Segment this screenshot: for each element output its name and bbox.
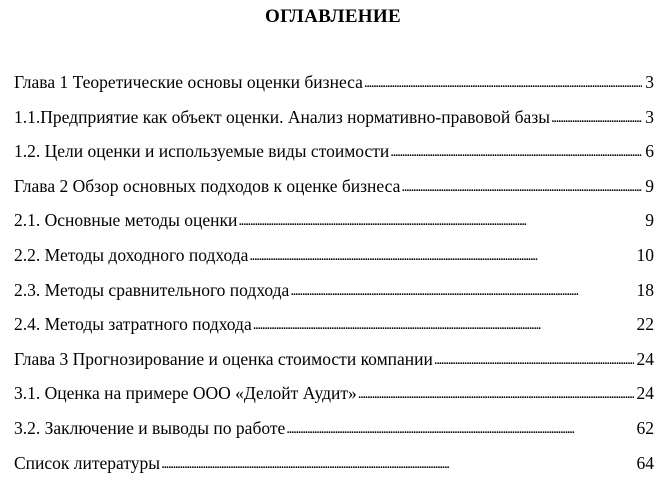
toc-page-number: 3: [645, 106, 654, 127]
toc-page-number: 24: [636, 383, 654, 404]
toc-entry: [14, 245, 654, 280]
toc-entry-text: 2.1. Основные методы оценки: [14, 210, 238, 231]
toc-entry: [14, 349, 654, 384]
toc-dot-leader: [364, 71, 642, 92]
toc-dot-leader: [551, 106, 642, 127]
toc-page-number: 18: [636, 279, 654, 300]
toc-entry-text: Глава 3 Прогнозирование и оценка стоимости компании: [14, 348, 433, 369]
toc-page-number: 24: [636, 348, 654, 369]
toc-entry-text: Глава 1 Теоретические основы оценки бизнеса: [14, 72, 363, 92]
toc-dot-leader: [358, 382, 634, 403]
toc-dot-leader: [401, 175, 642, 196]
toc-entry: [14, 141, 654, 176]
toc-page-number: 9: [645, 210, 654, 231]
toc-entry: [14, 176, 654, 211]
toc-entry: [14, 314, 654, 349]
toc-dot-leader: [161, 452, 633, 473]
toc-page-number: 3: [645, 72, 654, 92]
table-of-contents: [14, 72, 654, 487]
page-title: ОГЛАВЛЕНИЕ: [265, 6, 401, 27]
toc-dot-leader: [290, 279, 633, 300]
toc-dot-leader: [390, 140, 642, 161]
toc-dot-leader: [249, 244, 633, 265]
toc-entry: [14, 72, 654, 107]
toc-entry: [14, 107, 654, 142]
toc-dot-leader: [434, 348, 634, 369]
toc-page-number: 22: [636, 314, 654, 335]
toc-page-number: 10: [636, 244, 654, 265]
toc-dot-leader: [238, 209, 642, 230]
toc-dot-leader: [253, 313, 634, 334]
toc-dot-leader: [286, 417, 633, 438]
toc-entry-text: 2.3. Методы сравнительного подхода: [14, 279, 290, 300]
toc-page-number: 62: [636, 417, 654, 438]
toc-entry-text: 1.2. Цели оценки и используемые виды стоимости: [14, 141, 390, 162]
toc-page-number: 6: [645, 141, 654, 162]
toc-entry-text: 2.2. Методы доходного подхода: [14, 244, 249, 265]
toc-entry: [14, 280, 654, 315]
toc-entry-text: 2.4. Методы затратного подхода: [14, 314, 252, 335]
toc-entry-text: 3.2. Заключение и выводы по работе: [14, 417, 286, 438]
toc-entry: [14, 418, 654, 453]
toc-entry: [14, 453, 654, 488]
toc-entry-text: Список литературы: [14, 452, 161, 473]
toc-page-number: 9: [645, 175, 654, 196]
toc-entry-text: Глава 2 Обзор основных подходов к оценке бизнеса: [14, 175, 401, 196]
toc-entry: [14, 210, 654, 245]
toc-entry: [14, 383, 654, 418]
toc-page-number: 64: [636, 452, 654, 473]
toc-entry-text: 3.1. Оценка на примере ООО «Делойт Аудит»: [14, 383, 357, 404]
toc-entry-text: 1.1.Предприятие как объект оценки. Анализ нормативно-правовой базы: [14, 106, 550, 127]
